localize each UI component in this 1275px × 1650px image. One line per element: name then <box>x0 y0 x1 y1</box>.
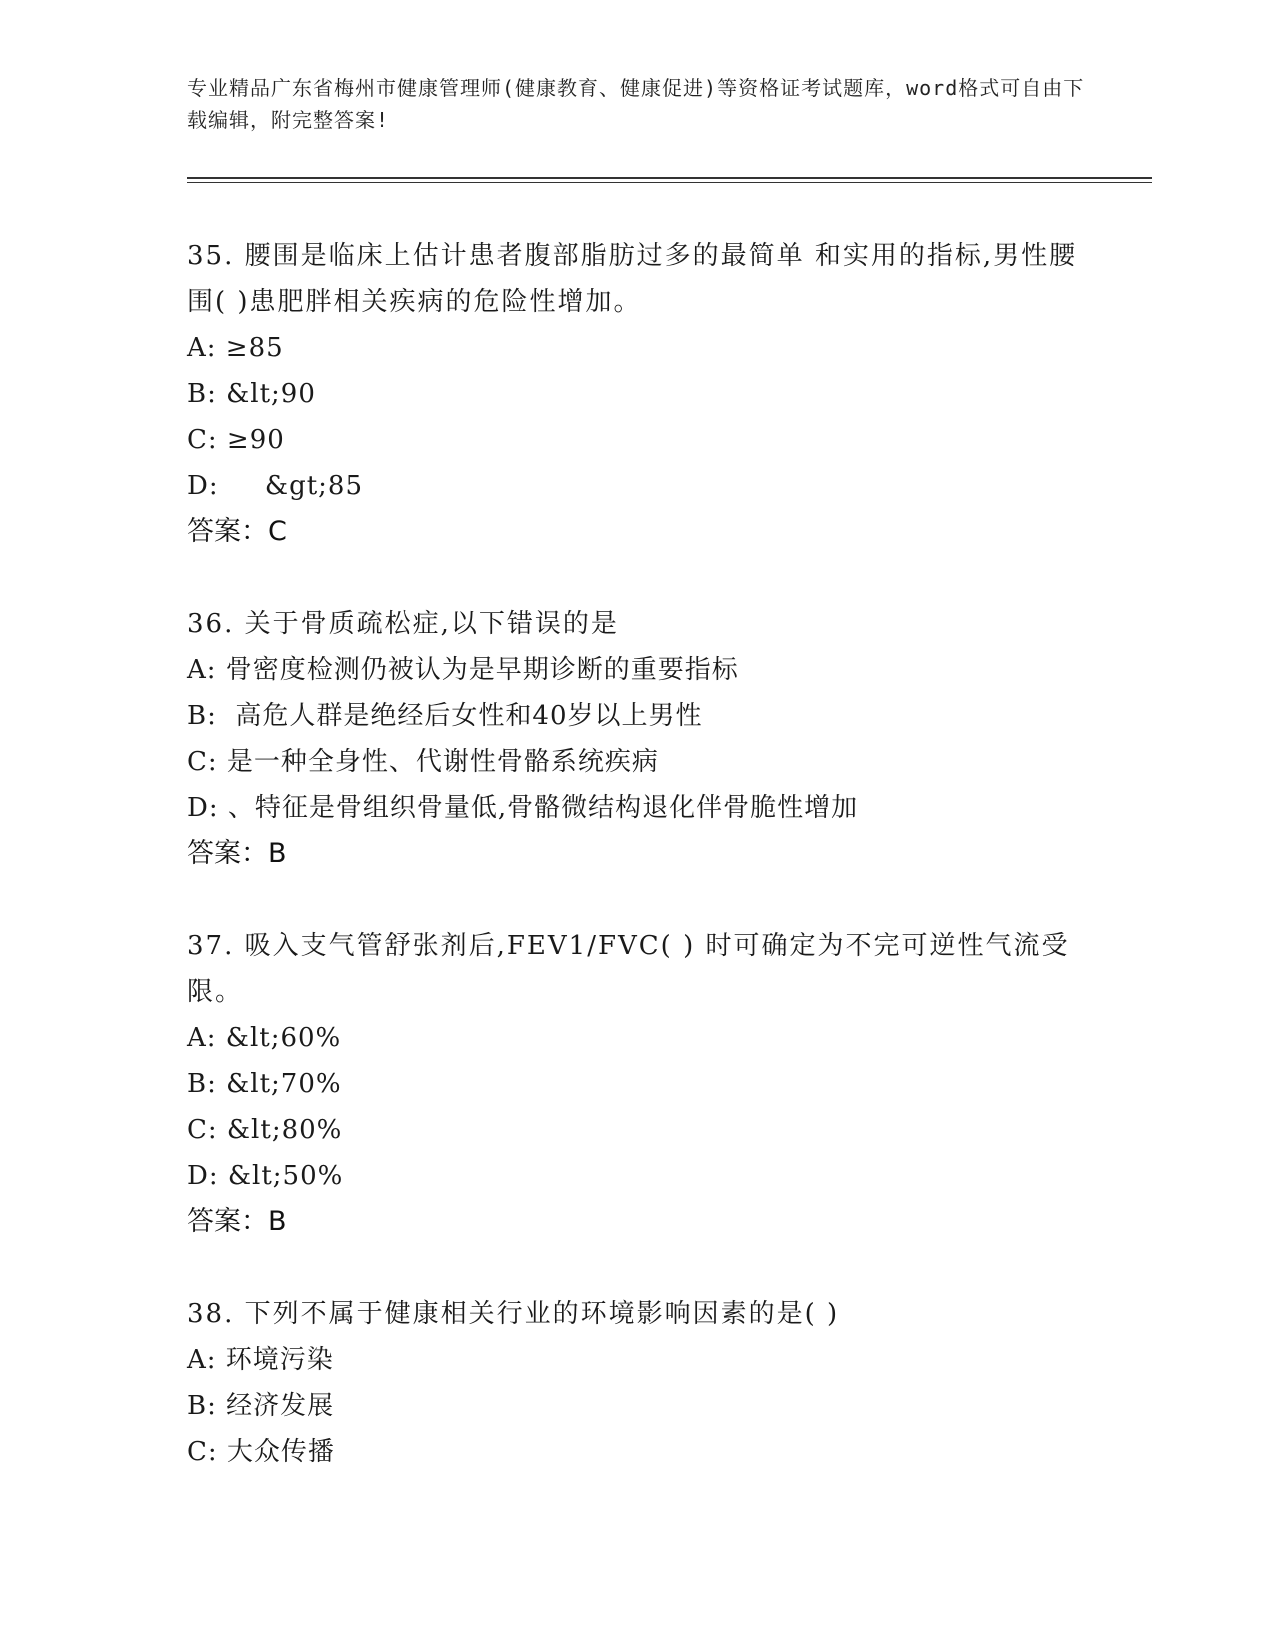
option-c: C: 大众传播 <box>187 1437 335 1467</box>
question-37 <box>187 923 1087 1245</box>
question-35 <box>187 233 1087 555</box>
option-d: D: 、特征是骨组织骨量低,骨骼微结构退化伴骨脆性增加 <box>187 793 859 823</box>
question-stem: 35. 腰围是临床上估计患者腹部脂肪过多的最简单 和实用的指标,男性腰围( )患肥胖相关疾病的危险性增加。 <box>187 241 1078 317</box>
option-a: A: &lt;60% <box>187 1023 342 1053</box>
option-a: A: 骨密度检测仍被认为是早期诊断的重要指标 <box>187 655 739 685</box>
answer-line: 答案：C <box>187 516 287 547</box>
option-a: A: 环境污染 <box>187 1345 334 1375</box>
option-d: D: &gt;85 <box>187 471 364 501</box>
option-c: C: &lt;80% <box>187 1115 343 1145</box>
option-a: A: ≥85 <box>187 333 284 363</box>
question-stem: 38. 下列不属于健康相关行业的环境影响因素的是( ) <box>187 1299 840 1329</box>
question-list <box>187 233 1087 1521</box>
question-38 <box>187 1291 1087 1475</box>
header-rule-thin <box>187 182 1152 183</box>
option-b: B: 高危人群是绝经后女性和40岁以上男性 <box>187 701 703 731</box>
option-b: B: &lt;90 <box>187 379 316 409</box>
answer-line: 答案：B <box>187 838 287 869</box>
option-c: C: 是一种全身性、代谢性骨骼系统疾病 <box>187 747 659 777</box>
option-c: C: ≥90 <box>187 425 285 455</box>
question-36 <box>187 601 1087 877</box>
option-d: D: &lt;50% <box>187 1161 344 1191</box>
answer-line: 答案：B <box>187 1206 287 1237</box>
header-rule-thick <box>187 177 1152 179</box>
header-title: 专业精品广东省梅州市健康管理师(健康教育、健康促进)等资格证考试题库，word格式可自由下载编辑，附完整答案! <box>187 76 1085 132</box>
document-header <box>187 72 1087 136</box>
option-b: B: 经济发展 <box>187 1391 335 1421</box>
question-stem: 36. 关于骨质疏松症,以下错误的是 <box>187 609 619 639</box>
option-b: B: &lt;70% <box>187 1069 342 1099</box>
question-stem: 37. 吸入支气管舒张剂后,FEV1/FVC( ) 时可确定为不完可逆性气流受限。 <box>187 931 1070 1007</box>
